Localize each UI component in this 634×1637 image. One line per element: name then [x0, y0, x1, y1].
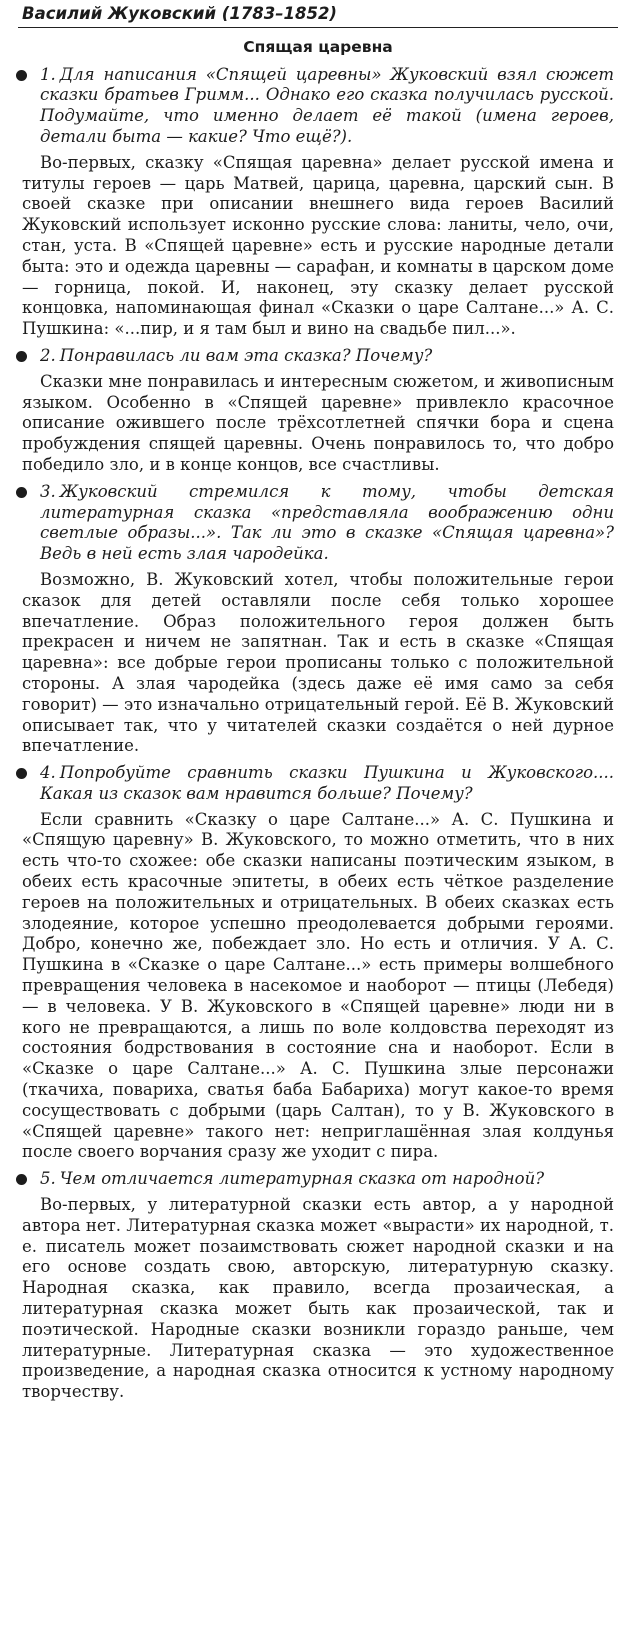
question-3 — [22, 482, 614, 565]
question-number: 3. — [40, 481, 56, 501]
question-number: 5. — [40, 1169, 56, 1189]
question-text: Чем отличается литературная сказка от народной? — [59, 1169, 545, 1189]
bullet-icon — [16, 1174, 27, 1185]
author-name: Василий Жуковский — [22, 4, 217, 23]
page-title: Спящая царевна — [243, 37, 393, 56]
question-5 — [22, 1169, 614, 1190]
question-2 — [22, 346, 614, 367]
bullet-icon — [16, 70, 27, 81]
question-text: Понравилась ли вам эта сказка? Почему? — [59, 345, 433, 365]
question-number: 4. — [40, 763, 56, 783]
bullet-icon — [16, 351, 27, 362]
answer-1: Во-первых, сказку «Спящая царевна» делает русской имена и титулы героев — царь Матвей, царица, царевна, царский сын. В своей сказке при описании внешнего вида героев Василий Жуковский использует исконно русские слова: ланиты, чело, очи, стан, уста. В «Спящей царевне» есть и русские народные детали быта: это и одежда царевны — сарафан, и комнаты в царском доме — горница, покой. И, наконец, эту сказку делает русской концовка, напоминающая финал «Сказки о царе Салтане...» А. С. Пушкина: «...пир, и я там был и вино на свадьбе пил...». — [22, 152, 614, 339]
answer-4: Если сравнить «Сказку о царе Салтане...» А. С. Пушкина и «Спящую царевну» В. Жуковского, то можно отметить, что в них есть что-то схожее: обе сказки написаны поэтическим языком, в обеих есть красочные эпитеты, в обеих есть чёткое разделение героев на положительных и отрицательных. В обеих сказках есть злодеяние, которое успешно преодолевается добрыми героями. Добро, конечно же, побеждает зло. Но есть и отличия. У А. С. Пушкина в «Сказке о царе Салтане...» есть примеры волшебного превращения человека в насекомое и наоборот — птицы (Лебедя) — в человека. У В. Жуковского в «Спящей царевне» люди ни в кого не превращаются, а лишь по воле колдовства переходят из состояния бодрствования в состояние сна и наоборот. Если в «Сказке о царе Салтане...» А. С. Пушкина злые персонажи (ткачиха, повариха, сватья баба Бабариха) могут какое-то время сосуществовать с добрыми (царь Салтан), то у В. Жуковского в «Спящей царевне» такого нет: неприглашённая злая колдунья после своего ворчания сразу же уходит с пира. — [22, 809, 614, 1162]
answer-2: Сказки мне понравилась и интересным сюжетом, и живописным языком. Особенно в «Спящей царевне» привлекло красочное описание ожившего после трёхсотлетней спячки бора и сцена пробуждения спящей царевны. Очень понравилось то, что добро победило зло, и в конце концов, все счастливы. — [22, 371, 614, 474]
question-text: Жуковский стремился к тому, чтобы детская литературная сказка «представляла воображению одни светлые образы...». Так ли это в сказке «Спящая царевна»? Ведь в ней есть злая чародейка. — [40, 481, 614, 564]
question-4 — [22, 763, 614, 805]
answer-5: Во-первых, у литературной сказки есть автор, а у народной автора нет. Литературная сказка может «вырасти» их народной, т. е. писатель может позаимствовать сюжет народной сказки и на его основе создать свою, авторскую, литературную сказку. Народная сказка, как правило, всегда прозаическая, а литературная сказка может быть как прозаической, так и поэтической. Народные сказки возникли гораздо раньше, чем литературные. Литературная сказка — это художественное произведение, а народная сказка относится к устному народному творчеству. — [22, 1195, 614, 1402]
bullet-icon — [16, 487, 27, 498]
question-1 — [22, 65, 614, 148]
author-header — [18, 4, 618, 28]
question-text: Попробуйте сравнить сказки Пушкина и Жуковского.... Какая из сказок вам нравится больше? Почему? — [40, 763, 614, 803]
question-number: 1. — [40, 64, 56, 84]
question-number: 2. — [40, 345, 56, 365]
author-years: (1783–1852) — [221, 4, 337, 23]
question-text: Для написания «Спящей царевны» Жуковский взял сюжет сказки братьев Гримм... Однако его сказка получилась русской. Подумайте, что именно делает её такой (имена героев, детали быта — какие? Что ещё?). — [40, 64, 614, 146]
bullet-icon — [16, 768, 27, 779]
answer-3: Возможно, В. Жуковский хотел, чтобы положительные герои сказок для детей оставляли после себя только хорошее впечатление. Образ положительного героя должен быть прекрасен и ничем не запятнан. Так и есть в сказке «Спящая царевна»: все добрые герои прописаны только с положительной стороны. А злая чародейка (здесь даже её имя само за себя говорит) — это изначально отрицательный герой. Её В. Жуковский описывает так, что у читателей сказки создаётся о ней дурное впечатление. — [22, 569, 614, 756]
